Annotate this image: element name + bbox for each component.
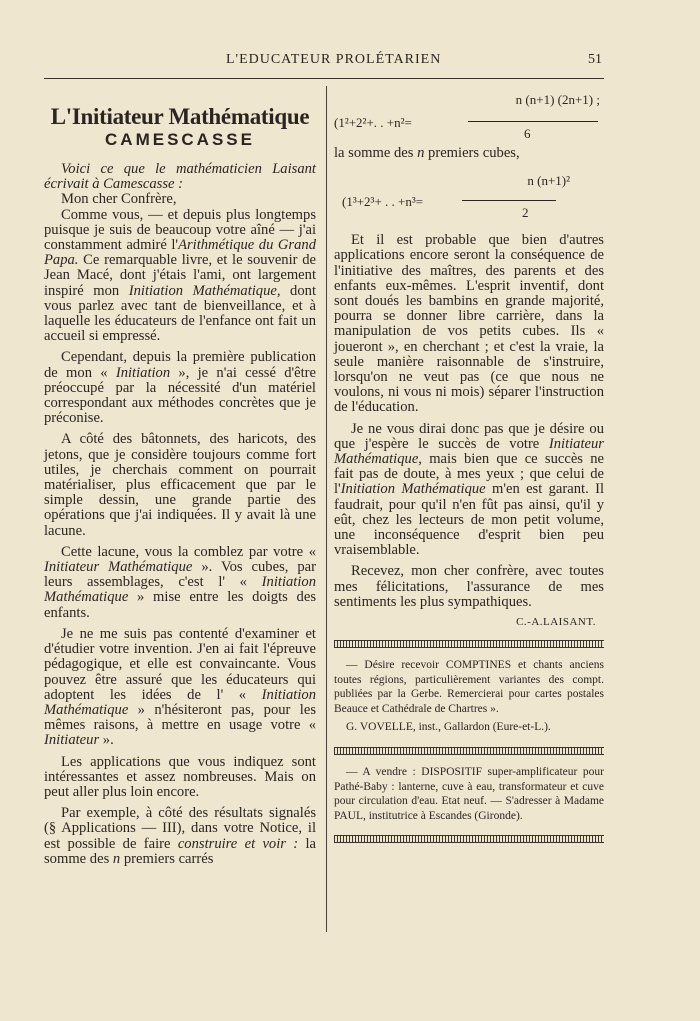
- formula-sum-of-squares: [334, 92, 604, 140]
- ad-text: — Désire recevoir COMPTINES et chants anciens toutes régions, particulièrement variantes des compt. publiées par la Gerbe. Remercierai pour cartes postales Beauce et Cathédrale de Chartres ».: [334, 659, 604, 715]
- fraction-bar: [462, 200, 556, 201]
- formula-denominator: 6: [524, 126, 531, 141]
- classified-ad-1: [334, 658, 604, 735]
- right-column: [334, 92, 604, 853]
- paragraph-9: Je ne vous dirai donc pas que je désire ou que j'espère le succès de votre Initiateur Mathématique, mais bien que ce succès ne fait pas de doute, à mes yeux ; que celui de l'Initiation Mathématique m'en est garant. Il faudrait, pour qu'il n'en fût pas ainsi, qu'il y eût, chez les lecteurs de mon petit volume, une inconséquence d'esprit bien peu vraisemblable.: [334, 420, 604, 559]
- separator-rule: [334, 835, 604, 843]
- column-divider: [326, 86, 327, 932]
- formula-denominator: 2: [522, 205, 529, 221]
- journal-title: L'EDUCATEUR PROLÉTARIEN: [226, 52, 442, 67]
- paragraph-1: Comme vous, — et depuis plus longtemps puisque je suis de beaucoup votre aîné — j'ai constamment admiré l'Arithmétique du Grand Papa. Ce remarquable livre, et le souvenir de Jean Macé, dont j'étais l'ami, ont largement inspiré mon Initiation Mathématique, dont vous parlez avec tant de bienveillance, et à laquelle les éducateurs de l'enfance ont fait un accueil si empressé.: [44, 206, 317, 345]
- ad-text: — A vendre : DISPOSITIF super-amplificateur pour Pathé-Baby : lanterne, cuve à eau, transformateur et cuve pour circulation d'eau. Etat neuf. — S'adresser à Madame PAUL, institutrice à Escandes (Gironde).: [334, 766, 604, 822]
- formula-lhs: (1³+2³+ . . +n³=: [342, 194, 424, 210]
- ad-signature: G. VOVELLE, inst., Gallardon (Eure-et-L.).: [346, 721, 551, 734]
- left-column: [44, 98, 316, 867]
- formula-numerator: n (n+1) (2n+1) ;: [515, 92, 600, 107]
- paragraph-5: Je ne me suis pas contenté d'examiner et d'étudier votre invention. J'en ai fait l'épreuve pédagogique, et elle est convaincante. Vous pouvez être assuré que les éducateurs qui adoptent les idées de l' « Initiation Mathématique » n'hésiteront pas, pour les mêmes raisons, à mettre en usage votre « Initiateur ».: [44, 625, 316, 749]
- article-author: CAMESCASSE: [105, 130, 255, 149]
- paragraph-10: Recevez, mon cher confrère, avec toutes mes félicitations, l'assurance de mes sentiments les plus sympathiques.: [334, 563, 604, 610]
- page-number: 51: [588, 52, 602, 67]
- sum-of-cubes-label: la somme des n premiers cubes,: [334, 145, 520, 161]
- article-title: L'Initiateur Mathématique: [50, 104, 310, 129]
- paragraph-8: Et il est probable que bien d'autres applications encore seront la conséquence de l'initiative des maîtres, des parents et des enfants eux-mêmes. L'esprit inventif, dont sont doués les bambins en grande majorité, pourra se donner libre carrière, dans la manipulation de vos petits cubes. Ils « joueront », en cherchant ; et c'est la vraie, la seule manière raisonnable de s'instruire, lorsqu'on ne veut pas (ce que nous ne voulons, ni vous ni mois) séparer l'instruction de l'éducation.: [334, 232, 604, 416]
- paragraph-6: Les applications que vous indiquez sont intéressantes et assez nombreuses. Mais on peut aller plus loin encore.: [44, 753, 316, 800]
- formula-numerator: n (n+1)²: [527, 173, 570, 189]
- separator-rule: [334, 640, 604, 648]
- article-intro: Voici ce que le mathématicien Laisant écrivait à Camescasse :: [44, 161, 316, 193]
- paragraph-2: Cependant, depuis la première publication de mon « Initiation », je n'ai cessé d'être préoccupé par la nécessité d'un matériel correspondant aux méthodes concrètes que je préconise.: [44, 349, 317, 427]
- paragraph-7: Par exemple, à côté des résultats signalés (§ Applications — III), dans votre Notice, il est possible de faire construire et voir : la somme des n premiers carrés: [44, 805, 316, 867]
- salutation: Mon cher Confrère,: [61, 191, 177, 208]
- formula-sum-of-cubes: [334, 167, 604, 221]
- paragraph-4: Cette lacune, vous la comblez par votre « Initiateur Mathématique ». Vos cubes, par leurs assemblages, c'est l' « Initiation Mathématique » mise entre les doigts des enfants.: [44, 543, 316, 621]
- separator-rule: [334, 747, 604, 755]
- page-header: [44, 48, 604, 79]
- formula-lhs: (1²+2²+. . +n²=: [334, 115, 412, 130]
- paragraph-3: A côté des bâtonnets, des haricots, des jetons, que je considère toujours comme fort utiles, je cherchais comment on pourrait matérialiser, plus efficacement que par le simple dessin, une grande partie des opérations que j'ai indiquées. Il y avait là une lacune.: [44, 431, 316, 539]
- signature: C.-A.LAISANT.: [516, 616, 596, 629]
- classified-ad-2: [334, 765, 604, 823]
- fraction-bar: [468, 121, 598, 122]
